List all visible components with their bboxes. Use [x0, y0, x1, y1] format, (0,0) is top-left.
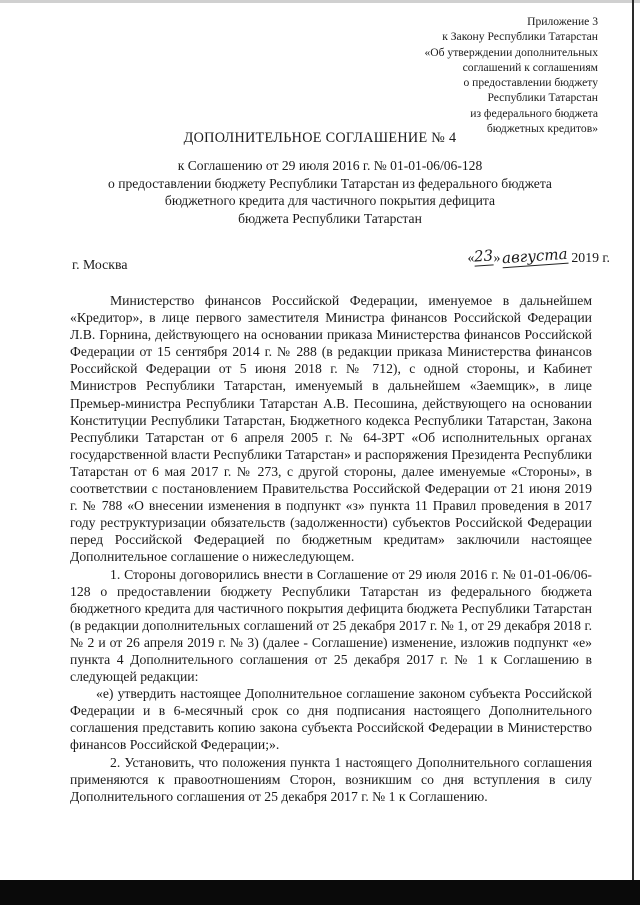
- scan-right-edge: [632, 0, 634, 880]
- date-month-handwritten: августа: [501, 244, 569, 268]
- scan-top-edge: [0, 0, 640, 3]
- annex-line: о предоставлении бюджету: [463, 76, 598, 90]
- subtitle-line: к Соглашению от 29 июля 2016 г. № 01-01-06/06-128: [177, 158, 483, 173]
- place-of-signing: г. Москва: [72, 257, 128, 272]
- annex-line: Приложение 3: [527, 15, 598, 28]
- date-day-handwritten: 23: [473, 246, 495, 266]
- annex-line: к Закону Республики Татарстан: [442, 30, 598, 44]
- subtitle-line: о предоставлении бюджету Республики Татарстан из федерального бюджета: [108, 175, 552, 191]
- annex-line: Республики Татарстан: [487, 91, 598, 105]
- clause-2-paragraph: 2. Установить, что положения пункта 1 настоящего Дополнительного соглашения применяются к правоотношениям Сторон, возникшим со дня вступления в силу Дополнительного соглашения от 25 декабря 2017 г. № 1 к Соглашению.: [70, 754, 592, 804]
- date-open-quote: «: [467, 250, 475, 265]
- scan-bottom-edge: [0, 880, 640, 905]
- clause-1-paragraph: 1. Стороны договорились внести в Соглашение от 29 июля 2016 г. № 01-01-06/06-128 о предоставлении бюджету Республики Татарстан из федерального бюджета бюджетного кредита для частичного покрытия дефицита бюджета Республики Татарстан (в редакции дополнительных соглашений от 25 декабря 2017 г. № 1, от 29 декабря 2018 г. № 2 и от 26 апреля 2019 г. № 3) (далее - Соглашение) изменение, изложив подпункт «е» пункта 4 Дополнительного соглашения от 25 декабря 2017 г. № 1 к Соглашению в следующей редакции:: [70, 566, 592, 685]
- preamble-paragraph: Министерство финансов Российской Федерации, именуемое в дальнейшем «Кредитор», в лице первого заместителя Министра финансов Российской Федерации Л.В. Горнина, действующего на основании приказа Министерства финансов Российской Федерации от 15 сентября 2014 г. № 288 (в редакции приказа Министерства финансов Российской Федерации от 5 июня 2018 г. № 712), с одной стороны, и Кабинет Министров Республики Татарстан, именуемый в дальнейшем «Заемщик», в лице Премьер-министра Республики Татарстан А.В. Песошина, действующего на основании Конституции Республики Татарстан, Бюджетного кодекса Республики Татарстан, Закона Республики Татарстан от 6 апреля 2005 г. № 64-ЗРТ «Об исполнительных органах государственной власти Республики Татарстан» и распоряжения Президента Республики Татарстан от 6 мая 2017 г. № 273, с другой стороны, далее именуемые «Стороны», в соответствии с постановлением Правительства Российской Федерации от 21 июня 2019 г. № 788 «О внесении изменения в подпункт «з» пункта 11 Правил проведения в 2017 году реструктуризации обязательств (задолженности) субъектов Российской Федерации перед Российской Федерацией по бюджетным кредитам» заключили настоящее Дополнительное соглашение о нижеследующем.: [70, 293, 592, 565]
- annex-line: «Об утверждении дополнительных: [424, 45, 598, 59]
- quoted-subclause-paragraph: «е) утвердить настоящее Дополнительное соглашение законом субъекта Российской Федерации и в 6-месячный срок со дня подписания настоящего Дополнительного соглашения представить копию закона субъекта Российской Федерации в Министерство финансов Российской Федерации;».: [70, 686, 592, 753]
- subtitle-line: бюджета Республики Татарстан: [238, 210, 422, 226]
- subtitle-line: бюджетного кредита для частичного покрытия дефицита: [164, 193, 496, 208]
- date-year: 2019 г.: [571, 250, 610, 265]
- annex-line: соглашений к соглашениям: [462, 60, 598, 74]
- document-body: [70, 292, 592, 805]
- annex-line: бюджетных кредитов»: [486, 122, 598, 136]
- annex-line: из федерального бюджета: [470, 106, 598, 120]
- document-title: ДОПОЛНИТЕЛЬНОЕ СОГЛАШЕНИЕ № 4: [183, 130, 457, 146]
- signing-date: [467, 244, 611, 273]
- annex-header: [338, 14, 598, 136]
- document-subtitle: [40, 157, 620, 227]
- date-close-quote: »: [493, 250, 501, 265]
